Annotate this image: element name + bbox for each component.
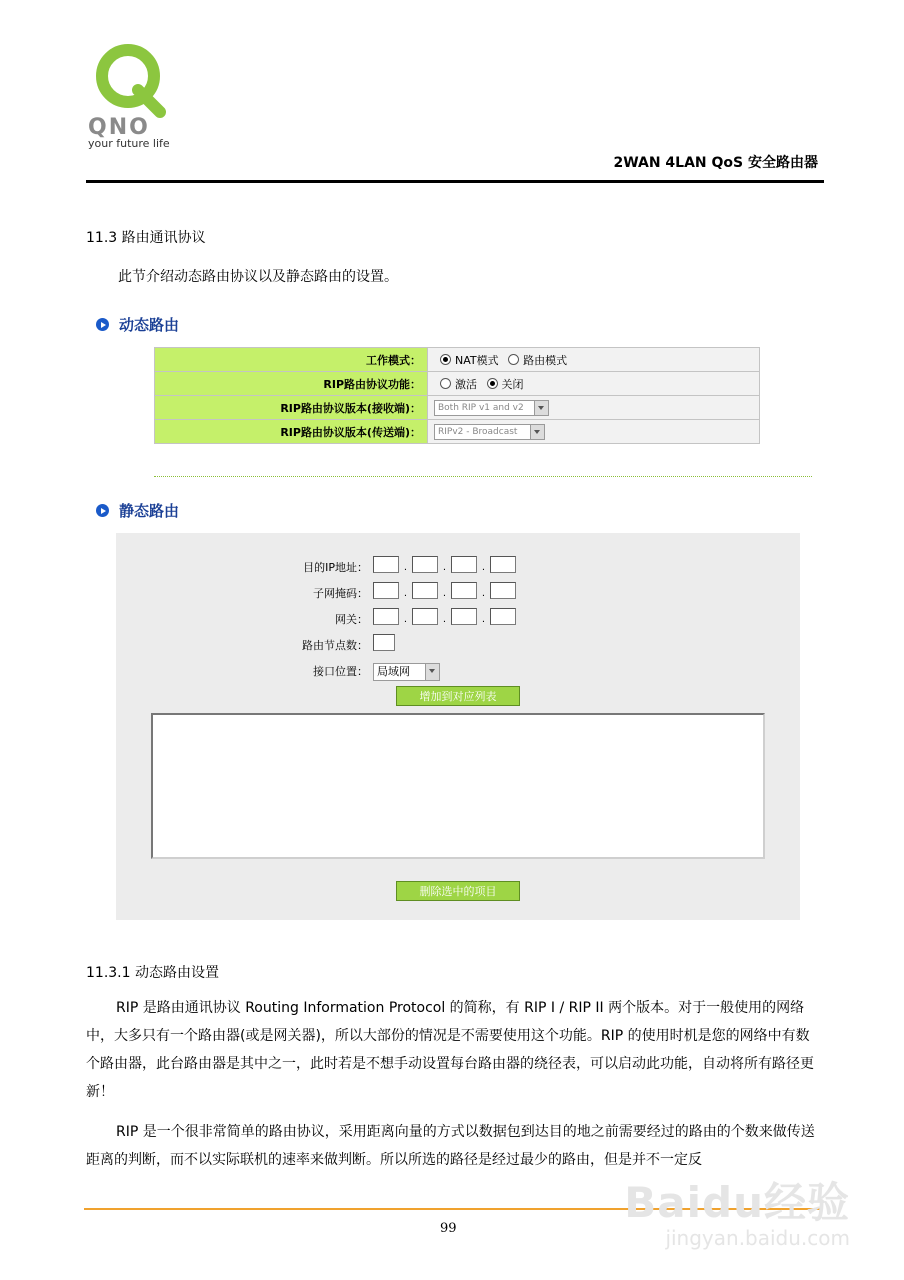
subnet-octet-3[interactable] [451,582,477,599]
ip-dot: . [481,588,486,599]
rip-send-select[interactable] [434,424,545,440]
dest-ip-octet-2[interactable] [412,556,438,573]
svg-text:QNO: QNO [88,115,150,140]
gateway-label: 网关： [335,613,368,626]
rip-disable-label: 关闭 [501,377,524,391]
table-row [155,420,760,444]
interface-select[interactable] [373,663,440,681]
gateway-octet-1[interactable] [373,608,399,625]
dest-ip-fields [373,556,516,573]
subnet-octet-1[interactable] [373,582,399,599]
rip-function-options [428,372,760,396]
hop-count-label: 路由节点数： [302,639,368,652]
work-mode-options [428,348,760,372]
hop-count-input[interactable] [373,634,395,651]
ip-dot: . [403,562,408,573]
ip-dot: . [481,614,486,625]
watermark-url: jingyan.baidu.com [665,1226,850,1250]
dest-ip-octet-1[interactable] [373,556,399,573]
subsection-title: 11.3.1 动态路由设置 [86,965,219,981]
table-row [155,372,760,396]
ip-dot: . [481,562,486,573]
ip-dot: . [442,588,447,599]
static-routing-title: 静态路由 [119,502,180,520]
page-number: 99 [440,1221,457,1236]
table-row [155,348,760,372]
logo-tagline: your future life [88,137,170,150]
static-routing-heading [96,500,179,521]
paragraph-rip-intro: RIP 是路由通讯协议 Routing Information Protocol 的简称，有 RIP I / RIP II 两个版本。对于一般使用的网络中，大多只有一个路由器(或是网关器)，所以大部份的情况是不需要使用这个功能。RIP 的使用时机是您的网络中有数个路由器，此台路由器是其中之一，此时若是不想手动设置每台路由器的绕径表，可以启动此功能，自动将所有路径更新！ [86,1000,814,1100]
rip-send-label: RIP路由协议版本(传送端)： [155,420,428,444]
ip-dot: . [403,588,408,599]
ip-dot: . [442,562,447,573]
rip-receive-label: RIP路由协议版本(接收端)： [155,396,428,420]
header-rule [86,180,824,183]
dynamic-routing-heading [96,314,179,335]
gateway-octet-4[interactable] [490,608,516,625]
subnet-octet-2[interactable] [412,582,438,599]
rip-enable-radio[interactable] [440,378,451,389]
rip-send-value: RIPv2 - Broadcast [438,426,518,437]
nat-mode-label: NAT模式 [455,353,499,367]
chevron-down-icon[interactable] [425,664,439,680]
qno-logo [86,40,186,152]
gateway-octet-3[interactable] [451,608,477,625]
subnet-mask-fields [373,582,516,599]
interface-label: 接口位置： [313,665,368,678]
baidu-watermark [624,1170,850,1250]
gateway-octet-2[interactable] [412,608,438,625]
rip-disable-radio[interactable] [487,378,498,389]
delete-selected-button[interactable]: 删除选中的项目 [396,881,520,901]
static-routing-panel [116,533,800,920]
table-row [155,396,760,420]
work-mode-label: 工作模式： [155,348,428,372]
route-listbox[interactable] [151,713,765,859]
chevron-down-icon[interactable] [534,401,548,415]
dest-ip-octet-3[interactable] [451,556,477,573]
interface-value: 局域网 [377,664,410,678]
watermark-main: Baidu经验 [624,1178,850,1227]
ip-dot: . [403,614,408,625]
arrow-bullet-icon [96,504,109,517]
intro-paragraph: 此节介绍动态路由协议以及静态路由的设置。 [118,269,398,285]
product-title: 2WAN 4LAN QoS 安全路由器 [613,155,818,171]
router-mode-radio[interactable] [508,354,519,365]
chevron-down-icon[interactable] [530,425,544,439]
paragraph-rip-detail: RIP 是一个很非常简单的路由协议，采用距离向量的方式以数据包到达目的地之前需要经过的路由的个数来做传送距离的判断，而不以实际联机的速率来做判断。所以所选的路径是经过最少的路由，但是并不一定反 [86,1124,815,1168]
dest-ip-octet-4[interactable] [490,556,516,573]
dynamic-routing-title: 动态路由 [119,316,180,334]
add-to-list-button[interactable]: 增加到对应列表 [396,686,520,706]
rip-receive-select[interactable] [434,400,549,416]
nat-mode-radio[interactable] [440,354,451,365]
dest-ip-label: 目的IP地址： [303,561,368,574]
section-heading: 11.3 路由通讯协议 [86,230,206,246]
gateway-fields [373,608,516,625]
rip-enable-label: 激活 [455,377,477,391]
rip-function-label: RIP路由协议功能： [155,372,428,396]
dynamic-routing-table [154,347,760,444]
subnet-octet-4[interactable] [490,582,516,599]
section-divider [154,476,812,477]
router-mode-label: 路由模式 [523,353,568,367]
arrow-bullet-icon [96,318,109,331]
rip-receive-value: Both RIP v1 and v2 [438,402,524,413]
subnet-mask-label: 子网掩码： [313,587,368,600]
ip-dot: . [442,614,447,625]
